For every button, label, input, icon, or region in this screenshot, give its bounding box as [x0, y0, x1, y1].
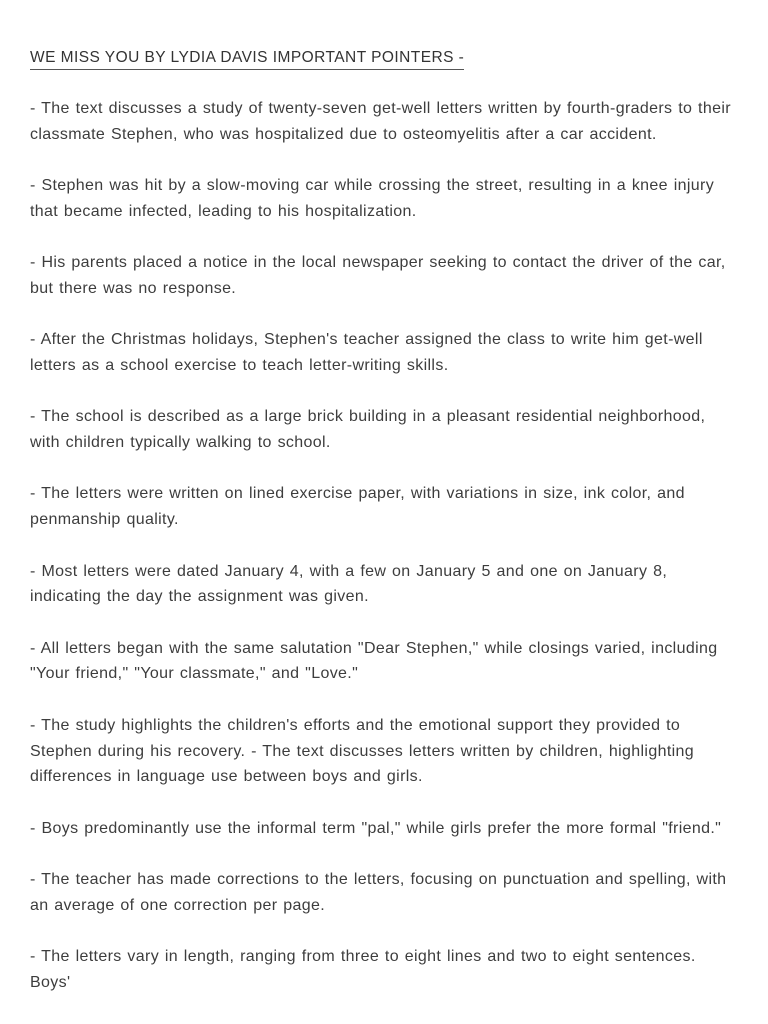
pointer-list [30, 96, 738, 996]
pointer-item: - Boys predominantly use the informal term "pal," while girls prefer the more formal "friend." [30, 819, 722, 837]
pointer-item: - The letters vary in length, ranging from three to eight lines and two to eight sentences. Boys' [30, 948, 696, 991]
pointer-item: - The study highlights the children's efforts and the emotional support they provided to Stephen during his recovery. - The text discusses letters written by children, highlighting differences in language use between boys and girls. [30, 716, 695, 786]
pointer-item: - All letters began with the same salutation "Dear Stephen," while closings varied, including "Your friend," "Your classmate," and "Love." [30, 639, 718, 683]
pointer-item: - The text discusses a study of twenty-seven get-well letters written by fourth-graders to their classmate Stephen, who was hospitalized due to osteomyelitis after a car accident. [30, 100, 731, 143]
pointer-item: - The school is described as a large brick building in a pleasant residential neighborhood, with children typically walking to school. [30, 408, 706, 452]
pointer-item: - After the Christmas holidays, Stephen's teacher assigned the class to write him get-well letters as a school exercise to teach letter-writing skills. [30, 331, 703, 375]
document-title: WE MISS YOU BY LYDIA DAVIS IMPORTANT POINTERS - [30, 47, 464, 70]
pointer-item: - The letters were written on lined exercise paper, with variations in size, ink color, and penmanship quality. [30, 485, 685, 529]
pointer-item: - His parents placed a notice in the local newspaper seeking to contact the driver of the car, but there was no response. [30, 254, 726, 297]
pointer-item: - The teacher has made corrections to the letters, focusing on punctuation and spelling, with an average of one correction per page. [30, 870, 727, 914]
pointer-item: - Stephen was hit by a slow-moving car while crossing the street, resulting in a knee injury that became infected, leading to his hospitalization. [30, 177, 715, 220]
pointer-item: - Most letters were dated January 4, with a few on January 5 and one on January 8, indicating the day the assignment was given. [30, 562, 668, 606]
